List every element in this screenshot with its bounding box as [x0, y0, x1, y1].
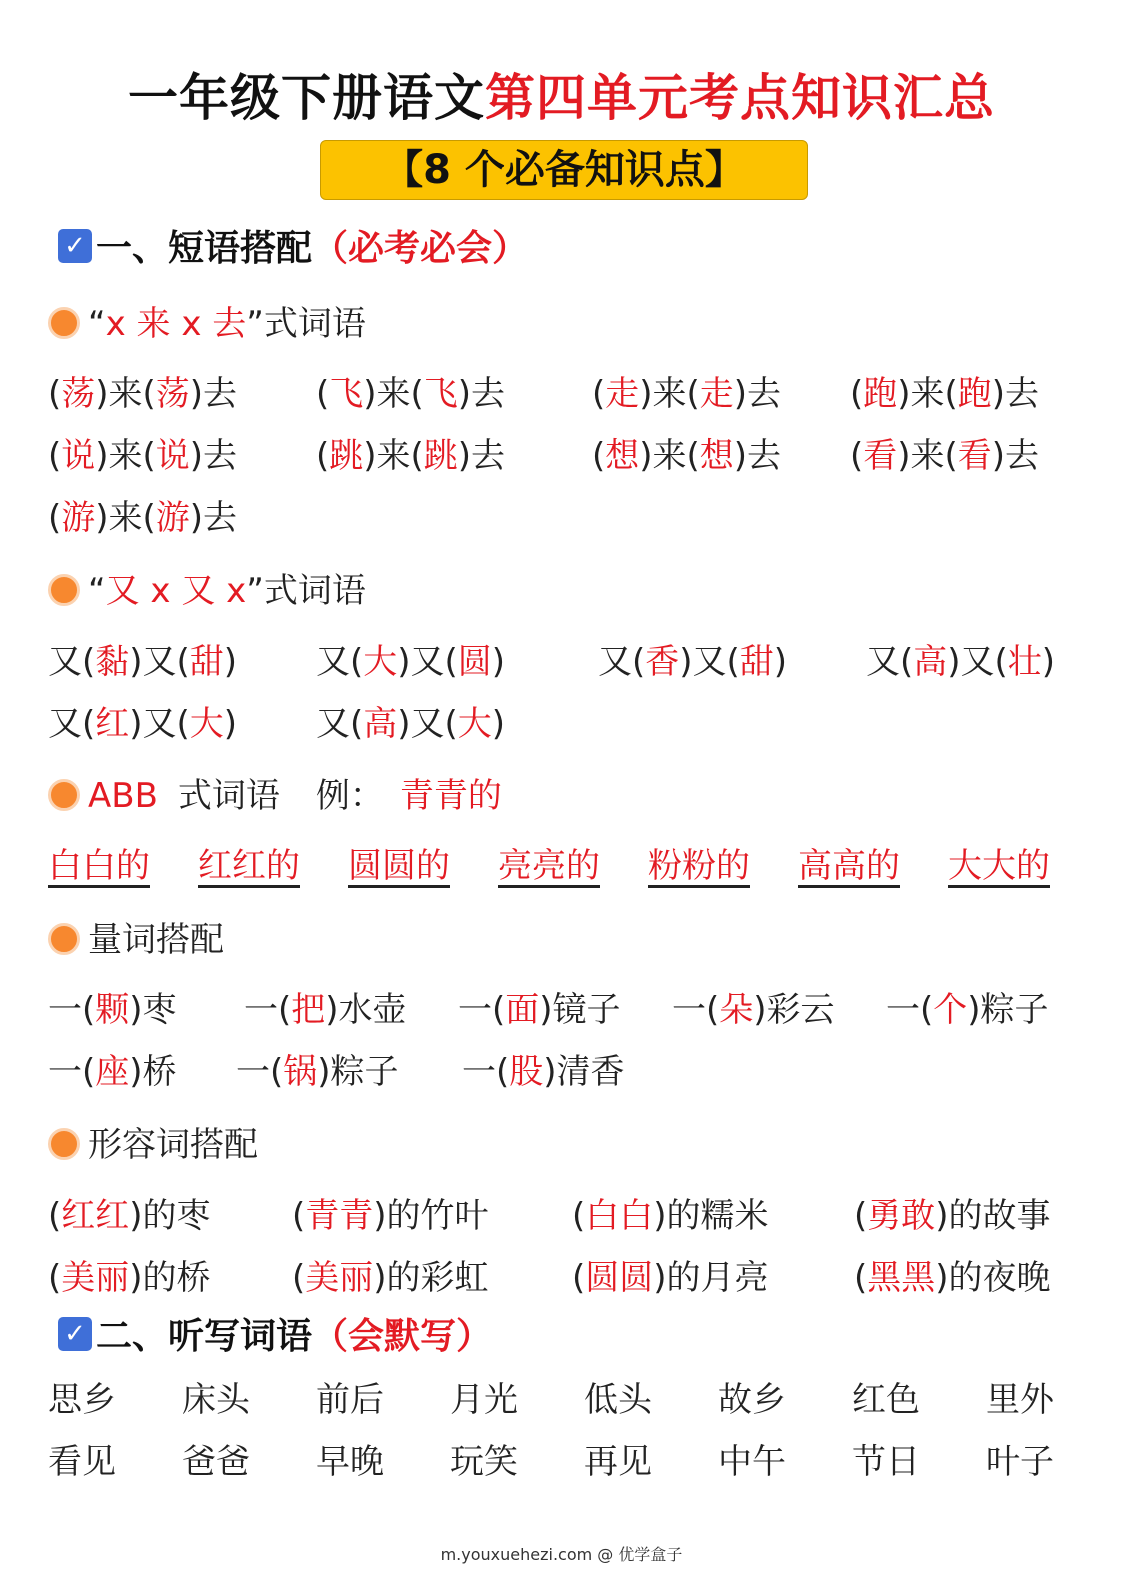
bullet-dot-icon	[48, 574, 80, 606]
connector: 又(	[316, 704, 364, 744]
connector: 又(	[48, 642, 96, 682]
list-item	[48, 634, 237, 683]
dictation-word: 低头	[584, 1380, 652, 1420]
paren: (	[292, 1196, 306, 1236]
dictation-word: 思乡	[48, 1380, 116, 1420]
noun: )的彩虹	[373, 1258, 489, 1298]
answer-word: 面	[505, 990, 540, 1030]
connector: 一(	[48, 990, 96, 1030]
answer-word: 高	[363, 704, 398, 744]
connector: 又(	[48, 704, 96, 744]
list-item	[672, 982, 835, 1031]
paren: (	[292, 1258, 306, 1298]
paren: (	[850, 436, 864, 476]
list-item	[292, 1188, 489, 1237]
sub-heading-laiqu: “x 来 x 去”式词语	[48, 296, 366, 345]
list-item	[462, 1044, 625, 1093]
noun: )粽子	[317, 1052, 399, 1092]
title-red: 第四单元考点知识汇总	[485, 69, 995, 127]
answer-word: 甜	[189, 642, 224, 682]
connector: )去	[457, 374, 506, 414]
list-item	[592, 366, 781, 415]
connector: 又(	[598, 642, 646, 682]
answer-word: 白白	[585, 1196, 654, 1236]
answer-word: 想	[699, 436, 734, 476]
answer-word: 跑	[957, 374, 992, 414]
answer-word: 黏	[95, 642, 130, 682]
noun: )粽子	[967, 990, 1049, 1030]
list-item	[854, 1188, 1051, 1237]
dictation-word: 床头	[182, 1380, 250, 1420]
answer-word: 说	[61, 436, 96, 476]
answer-word: 黑黑	[867, 1258, 936, 1298]
answer-word: 美丽	[61, 1258, 130, 1298]
noun: )的枣	[129, 1196, 211, 1236]
section-1-heading	[58, 220, 528, 271]
connector: )又(	[397, 704, 458, 744]
list-item	[48, 428, 237, 477]
abb-word: 亮亮的	[498, 846, 600, 886]
answer-word: 大	[457, 704, 492, 744]
abb-word: 大大的	[948, 846, 1050, 886]
list-item	[48, 982, 177, 1031]
noun: )的桥	[129, 1258, 211, 1298]
answer-word: 走	[699, 374, 734, 414]
connector: )又(	[397, 642, 458, 682]
bullet-dot-icon	[48, 1128, 80, 1160]
answer-word: 圆圆	[585, 1258, 654, 1298]
list-item	[598, 634, 787, 683]
section-2-heading	[58, 1308, 492, 1359]
bullet-dot-icon	[48, 307, 80, 339]
bullet-dot-icon	[48, 779, 80, 811]
connector: )来(	[639, 374, 700, 414]
paren: (	[850, 374, 864, 414]
checkbox-icon: ✓	[58, 229, 92, 263]
connector: )去	[189, 436, 238, 476]
connector: )来(	[363, 436, 424, 476]
answer-word: 甜	[739, 642, 774, 682]
paren: (	[316, 374, 330, 414]
connector: )去	[189, 374, 238, 414]
noun: )枣	[129, 990, 177, 1030]
section-2-label: 二、听写词语	[96, 1316, 313, 1357]
knowledge-banner: 【8 个必备知识点】	[320, 140, 808, 200]
dictation-word: 玩笑	[450, 1442, 518, 1482]
answer-word: 朵	[719, 990, 754, 1030]
dictation-word: 爸爸	[182, 1442, 250, 1482]
abb-word: 高高的	[798, 846, 900, 886]
noun: )清香	[543, 1052, 625, 1092]
connector: )去	[189, 498, 238, 538]
list-item	[572, 1250, 769, 1299]
dictation-word: 前后	[316, 1380, 384, 1420]
connector: )来(	[639, 436, 700, 476]
connector: )去	[733, 436, 782, 476]
connector: )去	[733, 374, 782, 414]
answer-word: 个	[933, 990, 968, 1030]
connector: )来(	[897, 374, 958, 414]
answer-word: 大	[363, 642, 398, 682]
answer-word: 把	[291, 990, 326, 1030]
paren: (	[854, 1196, 868, 1236]
sub-heading-abb: ABB 式词语 例： 青青的	[48, 768, 502, 817]
answer-word: 大	[189, 704, 224, 744]
connector: 一(	[672, 990, 720, 1030]
connector: 一(	[458, 990, 506, 1030]
paren: )	[223, 704, 238, 744]
noun: )的月亮	[653, 1258, 769, 1298]
list-item	[236, 1044, 399, 1093]
connector: 一(	[886, 990, 934, 1030]
answer-word: 股	[509, 1052, 544, 1092]
connector: )来(	[95, 374, 156, 414]
dictation-word: 月光	[450, 1380, 518, 1420]
connector: )来(	[95, 436, 156, 476]
answer-word: 看	[957, 436, 992, 476]
checkbox-icon: ✓	[58, 1317, 92, 1351]
answer-word: 锅	[283, 1052, 318, 1092]
answer-word: 看	[863, 436, 898, 476]
section-1-paren: （必考必会）	[312, 228, 529, 269]
sub-heading-xingrong: 形容词搭配	[48, 1117, 258, 1166]
answer-word: 圆	[457, 642, 492, 682]
paren: (	[316, 436, 330, 476]
answer-word: 飞	[329, 374, 364, 414]
dictation-word: 中午	[718, 1442, 786, 1482]
answer-word: 勇敢	[867, 1196, 936, 1236]
dictation-word: 节日	[852, 1442, 920, 1482]
paren: (	[48, 436, 62, 476]
list-item	[316, 366, 505, 415]
noun: )桥	[129, 1052, 177, 1092]
noun: )的故事	[935, 1196, 1051, 1236]
paren: )	[223, 642, 238, 682]
answer-word: 壮	[1007, 642, 1042, 682]
connector: )来(	[897, 436, 958, 476]
connector: )来(	[95, 498, 156, 538]
noun: )彩云	[753, 990, 835, 1030]
connector: 一(	[48, 1052, 96, 1092]
paren: )	[491, 642, 506, 682]
answer-word: 红	[95, 704, 130, 744]
list-item	[244, 982, 407, 1031]
list-item	[854, 1250, 1051, 1299]
answer-word: 游	[61, 498, 96, 538]
paren: (	[572, 1258, 586, 1298]
list-item	[48, 490, 237, 539]
paren: )	[1041, 642, 1056, 682]
answer-word: 说	[155, 436, 190, 476]
list-item	[48, 1044, 177, 1093]
sub-heading-liangci: 量词搭配	[48, 912, 224, 961]
paren: )	[773, 642, 788, 682]
connector: 又(	[316, 642, 364, 682]
answer-word: 座	[95, 1052, 130, 1092]
noun: )的糯米	[653, 1196, 769, 1236]
paren: (	[592, 436, 606, 476]
list-item	[48, 1188, 211, 1237]
dictation-word: 故乡	[718, 1380, 786, 1420]
paren: (	[572, 1196, 586, 1236]
paren: (	[854, 1258, 868, 1298]
list-item	[886, 982, 1049, 1031]
answer-word: 走	[605, 374, 640, 414]
list-item	[316, 428, 505, 477]
abb-word: 粉粉的	[648, 846, 750, 886]
dictation-word: 看见	[48, 1442, 116, 1482]
noun: )的竹叶	[373, 1196, 489, 1236]
noun: )镜子	[539, 990, 621, 1030]
noun: )水壶	[325, 990, 407, 1030]
paren: (	[592, 374, 606, 414]
dictation-word: 叶子	[986, 1442, 1054, 1482]
list-item	[572, 1188, 769, 1237]
connector: 一(	[462, 1052, 510, 1092]
footer-watermark: m.youxuehezi.com @ 优学盒子	[440, 1545, 683, 1564]
connector: )去	[457, 436, 506, 476]
connector: )又(	[129, 704, 190, 744]
connector: 一(	[244, 990, 292, 1030]
section-2-paren: （会默写）	[312, 1316, 493, 1357]
paren: (	[48, 1196, 62, 1236]
connector: )去	[991, 374, 1040, 414]
title-black: 一年级下册语文	[128, 69, 485, 127]
answer-word: 香	[645, 642, 680, 682]
answer-word: 想	[605, 436, 640, 476]
connector: )又(	[679, 642, 740, 682]
answer-word: 美丽	[305, 1258, 374, 1298]
paren: (	[48, 374, 62, 414]
connector: )去	[991, 436, 1040, 476]
answer-word: 高	[913, 642, 948, 682]
section-1-label: 一、短语搭配	[96, 228, 313, 269]
list-item	[316, 696, 505, 745]
connector: )来(	[363, 374, 424, 414]
bullet-dot-icon	[48, 923, 80, 955]
answer-word: 红红	[61, 1196, 130, 1236]
answer-word: 青青	[305, 1196, 374, 1236]
list-item	[48, 366, 237, 415]
answer-word: 跳	[423, 436, 458, 476]
list-item	[48, 1250, 211, 1299]
list-item	[458, 982, 621, 1031]
dictation-word: 红色	[852, 1380, 920, 1420]
dictation-word: 早晚	[316, 1442, 384, 1482]
abb-word: 白白的	[48, 846, 150, 886]
answer-word: 游	[155, 498, 190, 538]
list-item	[592, 428, 781, 477]
answer-word: 飞	[423, 374, 458, 414]
answer-word: 跳	[329, 436, 364, 476]
noun: )的夜晚	[935, 1258, 1051, 1298]
page-title	[0, 58, 1123, 130]
abb-word: 红红的	[198, 846, 300, 886]
dictation-word: 里外	[986, 1380, 1054, 1420]
answer-word: 荡	[155, 374, 190, 414]
list-item	[866, 634, 1055, 683]
dictation-word: 再见	[584, 1442, 652, 1482]
connector: 又(	[866, 642, 914, 682]
answer-word: 颗	[95, 990, 130, 1030]
list-item	[48, 696, 237, 745]
connector: )又(	[129, 642, 190, 682]
list-item	[292, 1250, 489, 1299]
answer-word: 跑	[863, 374, 898, 414]
sub-heading-youyou: “又 x 又 x”式词语	[48, 563, 366, 612]
list-item	[850, 366, 1039, 415]
connector: )又(	[947, 642, 1008, 682]
paren: (	[48, 1258, 62, 1298]
paren: (	[48, 498, 62, 538]
list-item	[316, 634, 505, 683]
answer-word: 荡	[61, 374, 96, 414]
paren: )	[491, 704, 506, 744]
connector: 一(	[236, 1052, 284, 1092]
abb-word: 圆圆的	[348, 846, 450, 886]
list-item	[850, 428, 1039, 477]
